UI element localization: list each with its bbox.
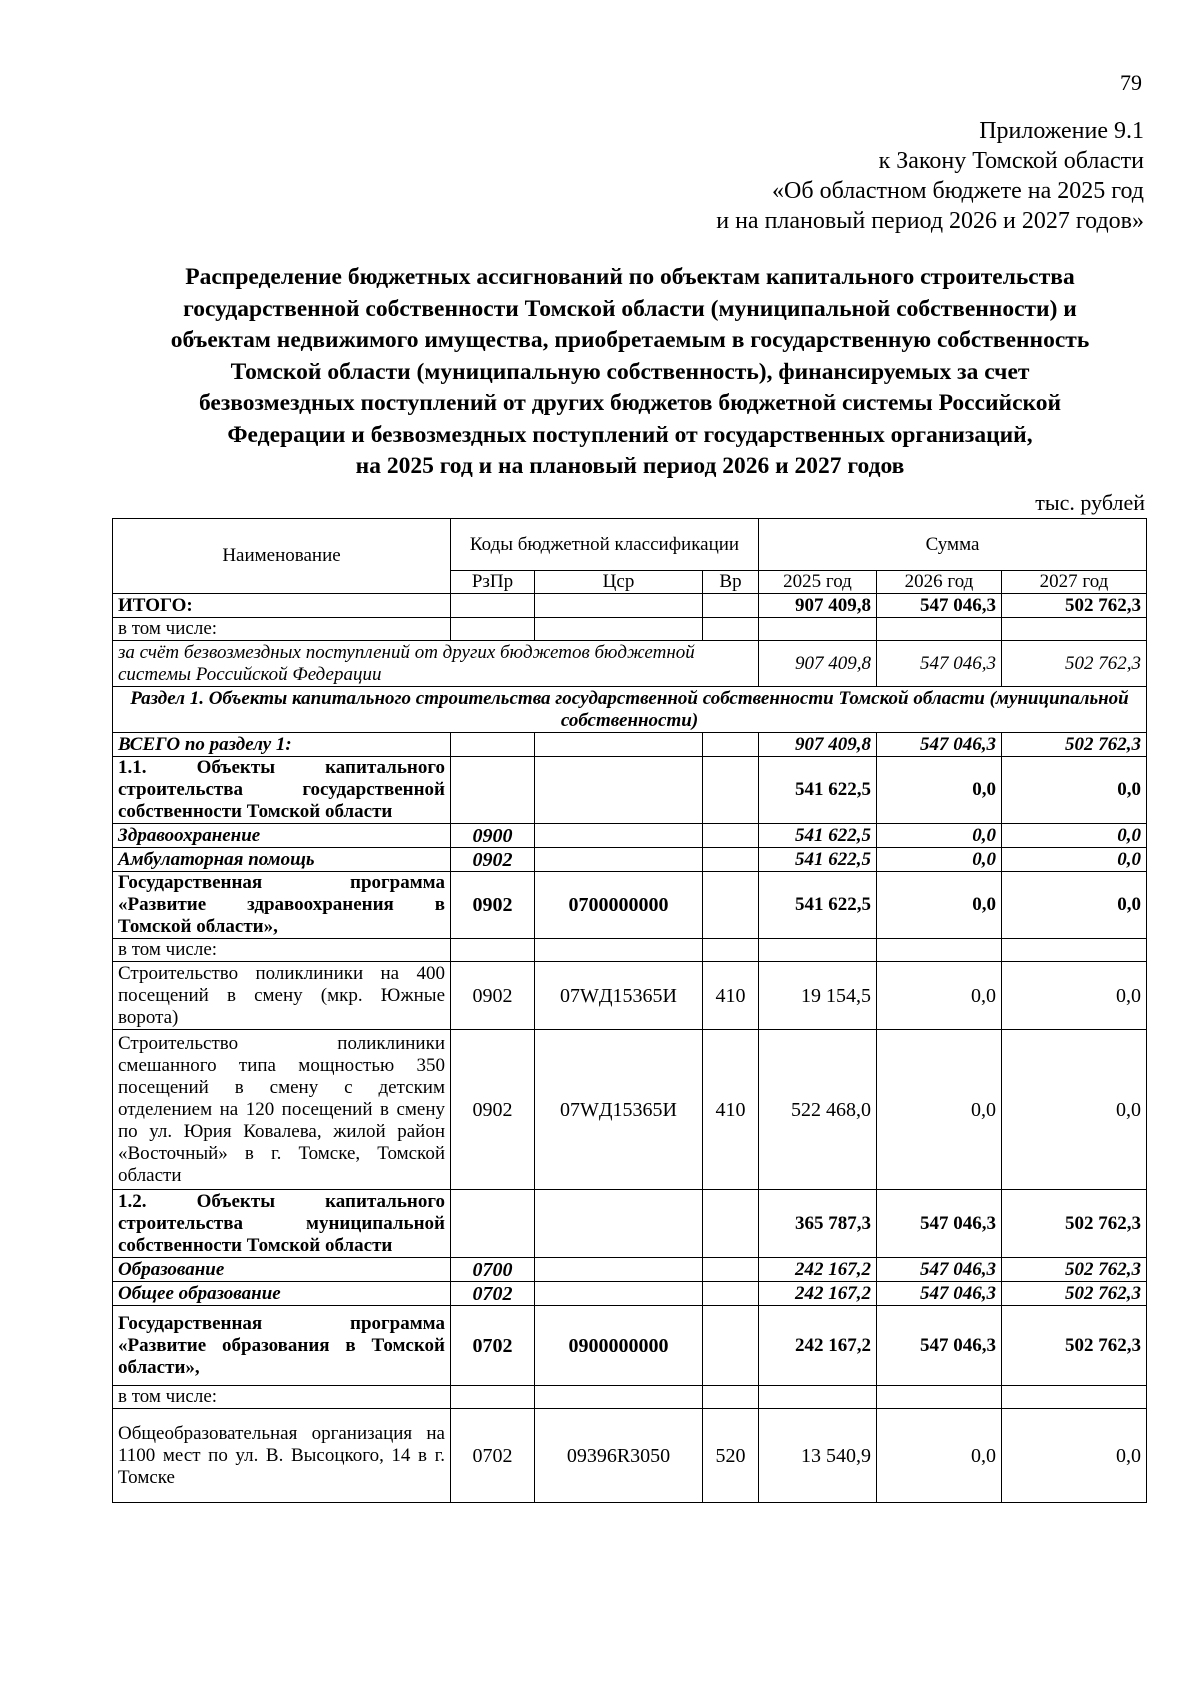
table-row-program-health [113, 872, 1147, 939]
row-rzpr: 0902 [451, 962, 535, 1030]
value-2026: 0,0 [877, 1409, 1002, 1503]
value-2026: 547 046,3 [877, 1282, 1002, 1306]
table-row-transfers [113, 641, 1147, 687]
table-row-object [113, 962, 1147, 1030]
row-name: в том числе: [113, 939, 451, 962]
appendix-line: к Закону Томской области [878, 148, 1144, 174]
appendix-line: «Об областном бюджете на 2025 год [772, 178, 1144, 204]
value-2026: 0,0 [877, 757, 1002, 824]
value-2026: 0,0 [877, 848, 1002, 872]
value-2027: 0,0 [1002, 757, 1147, 824]
row-rzpr: 0902 [451, 848, 535, 872]
value-2027: 0,0 [1002, 848, 1147, 872]
row-csr: 0700000000 [535, 872, 703, 939]
value-2025: 365 787,3 [759, 1190, 877, 1258]
appendix-line: и на плановый период 2026 и 2027 годов» [716, 208, 1144, 234]
section-heading: Раздел 1. Объекты капитального строительства государственной собственности Томской области (муниципальной собственности) [113, 687, 1147, 733]
table-row-section-1 [113, 687, 1147, 733]
value-2025: 242 167,2 [759, 1258, 877, 1282]
value-2025: 13 540,9 [759, 1409, 877, 1503]
appendix-line: Приложение 9.1 [979, 118, 1144, 144]
title-line: Томской области (муниципальную собственность), финансируемых за счет [230, 358, 1030, 385]
row-name: Строительство поликлиники смешанного типа мощностью 350 посещений в смену с детским отделением на 120 посещений в смену по ул. Юрия Ковалева, жилой район «Восточный» в г. Томске, Томской области [113, 1030, 451, 1190]
header-codes: Коды бюджетной классификации [451, 519, 759, 571]
row-rzpr: 0902 [451, 872, 535, 939]
value-2025: 907 409,8 [759, 641, 877, 687]
value-2027: 0,0 [1002, 824, 1147, 848]
row-rzpr: 0902 [451, 1030, 535, 1190]
row-name: Общеобразовательная организация на 1100 мест по ул. В. Высоцкого, 14 в г. Томске [113, 1409, 451, 1503]
value-2026: 547 046,3 [877, 594, 1002, 618]
value-2027: 502 762,3 [1002, 1258, 1147, 1282]
row-name: ИТОГО: [113, 594, 451, 618]
row-name: Здравоохранение [113, 824, 451, 848]
row-name: Общее образование [113, 1282, 451, 1306]
value-2025: 907 409,8 [759, 733, 877, 757]
value-2027: 0,0 [1002, 962, 1147, 1030]
table-row-object [113, 1030, 1147, 1190]
header-csr: Цср [535, 571, 703, 594]
row-name: Строительство поликлиники на 400 посещений в смену (мкр. Южные ворота) [113, 962, 451, 1030]
value-2026: 547 046,3 [877, 1306, 1002, 1386]
row-name: 1.2. Объекты капитального строительства муниципальной собственности Томской области [113, 1190, 451, 1258]
row-rzpr: 0702 [451, 1282, 535, 1306]
table-row-including [113, 618, 1147, 641]
value-2026: 547 046,3 [877, 733, 1002, 757]
title-line: Распределение бюджетных ассигнований по объектам капитального строительства [185, 264, 1075, 290]
header-rzpr: РзПр [451, 571, 535, 594]
header-name: Наименование [113, 519, 451, 594]
value-2026: 0,0 [877, 1030, 1002, 1190]
value-2026: 547 046,3 [877, 1258, 1002, 1282]
value-2026: 547 046,3 [877, 1190, 1002, 1258]
header-row [113, 519, 1147, 571]
table-row-including [113, 1386, 1147, 1409]
row-name: в том числе: [113, 1386, 451, 1409]
row-name: Государственная программа «Развитие образования в Томской области», [113, 1306, 451, 1386]
row-name: ВСЕГО по разделу 1: [113, 733, 451, 757]
value-2027: 502 762,3 [1002, 1306, 1147, 1386]
value-2025: 907 409,8 [759, 594, 877, 618]
title-line: безвозмездных поступлений от других бюджетов бюджетной системы Российской [198, 390, 1062, 416]
row-vr: 520 [703, 1409, 759, 1503]
table-row-subsection-1-2 [113, 1190, 1147, 1258]
table-row-object [113, 1409, 1147, 1503]
row-csr: 09396R3050 [535, 1409, 703, 1503]
row-csr: 07WД15365И [535, 1030, 703, 1190]
units-label: тыс. рублей [1035, 490, 1145, 515]
document-title [110, 262, 1150, 483]
value-2026: 0,0 [877, 872, 1002, 939]
value-2025: 242 167,2 [759, 1306, 877, 1386]
title-line: на 2025 год и на плановый период 2026 и 2027 годов [355, 453, 905, 479]
row-rzpr: 0702 [451, 1409, 535, 1503]
table-row-section-total [113, 733, 1147, 757]
table-row-ambulatory [113, 848, 1147, 872]
value-2027: 502 762,3 [1002, 1190, 1147, 1258]
value-2026: 0,0 [877, 962, 1002, 1030]
title-line: Федерации и безвозмездных поступлений от государственных организаций, [227, 421, 1033, 448]
header-2026: 2026 год [877, 571, 1002, 594]
value-2026: 547 046,3 [877, 641, 1002, 687]
row-csr: 07WД15365И [535, 962, 703, 1030]
table-row-program-education [113, 1306, 1147, 1386]
appendix-note [716, 116, 1144, 236]
header-2025: 2025 год [759, 571, 877, 594]
row-csr: 0900000000 [535, 1306, 703, 1386]
table-row-education [113, 1258, 1147, 1282]
row-rzpr: 0700 [451, 1258, 535, 1282]
header-sum: Сумма [759, 519, 1147, 571]
value-2027: 0,0 [1002, 1409, 1147, 1503]
title-line: государственной собственности Томской области (муниципальной собственности) и [183, 295, 1077, 322]
header-vr: Вр [703, 571, 759, 594]
page-number: 79 [1120, 70, 1142, 95]
row-name: в том числе: [113, 618, 451, 641]
table-row-general-education [113, 1282, 1147, 1306]
row-rzpr: 0900 [451, 824, 535, 848]
row-name: Государственная программа «Развитие здравоохранения в Томской области», [113, 872, 451, 939]
value-2027: 0,0 [1002, 872, 1147, 939]
table-row-total [113, 594, 1147, 618]
value-2025: 242 167,2 [759, 1282, 877, 1306]
value-2025: 19 154,5 [759, 962, 877, 1030]
row-name: Амбулаторная помощь [113, 848, 451, 872]
table-row-health [113, 824, 1147, 848]
value-2025: 541 622,5 [759, 757, 877, 824]
header-2027: 2027 год [1002, 571, 1147, 594]
budget-table [112, 518, 1147, 1503]
value-2025: 541 622,5 [759, 848, 877, 872]
value-2027: 0,0 [1002, 1030, 1147, 1190]
value-2027: 502 762,3 [1002, 1282, 1147, 1306]
value-2026: 0,0 [877, 824, 1002, 848]
value-2027: 502 762,3 [1002, 733, 1147, 757]
row-rzpr: 0702 [451, 1306, 535, 1386]
row-name: Образование [113, 1258, 451, 1282]
row-name: за счёт безвозмездных поступлений от других бюджетов бюджетной системы Российской Федерации [113, 641, 759, 687]
value-2025: 541 622,5 [759, 824, 877, 848]
table-row-subsection-1-1 [113, 757, 1147, 824]
row-vr: 410 [703, 962, 759, 1030]
title-line: объектам недвижимого имущества, приобретаемым в государственную собственность [170, 327, 1090, 353]
value-2025: 522 468,0 [759, 1030, 877, 1190]
value-2027: 502 762,3 [1002, 594, 1147, 618]
table-row-including [113, 939, 1147, 962]
value-2025: 541 622,5 [759, 872, 877, 939]
row-name: 1.1. Объекты капитального строительства государственной собственности Томской области [113, 757, 451, 824]
row-vr: 410 [703, 1030, 759, 1190]
value-2027: 502 762,3 [1002, 641, 1147, 687]
